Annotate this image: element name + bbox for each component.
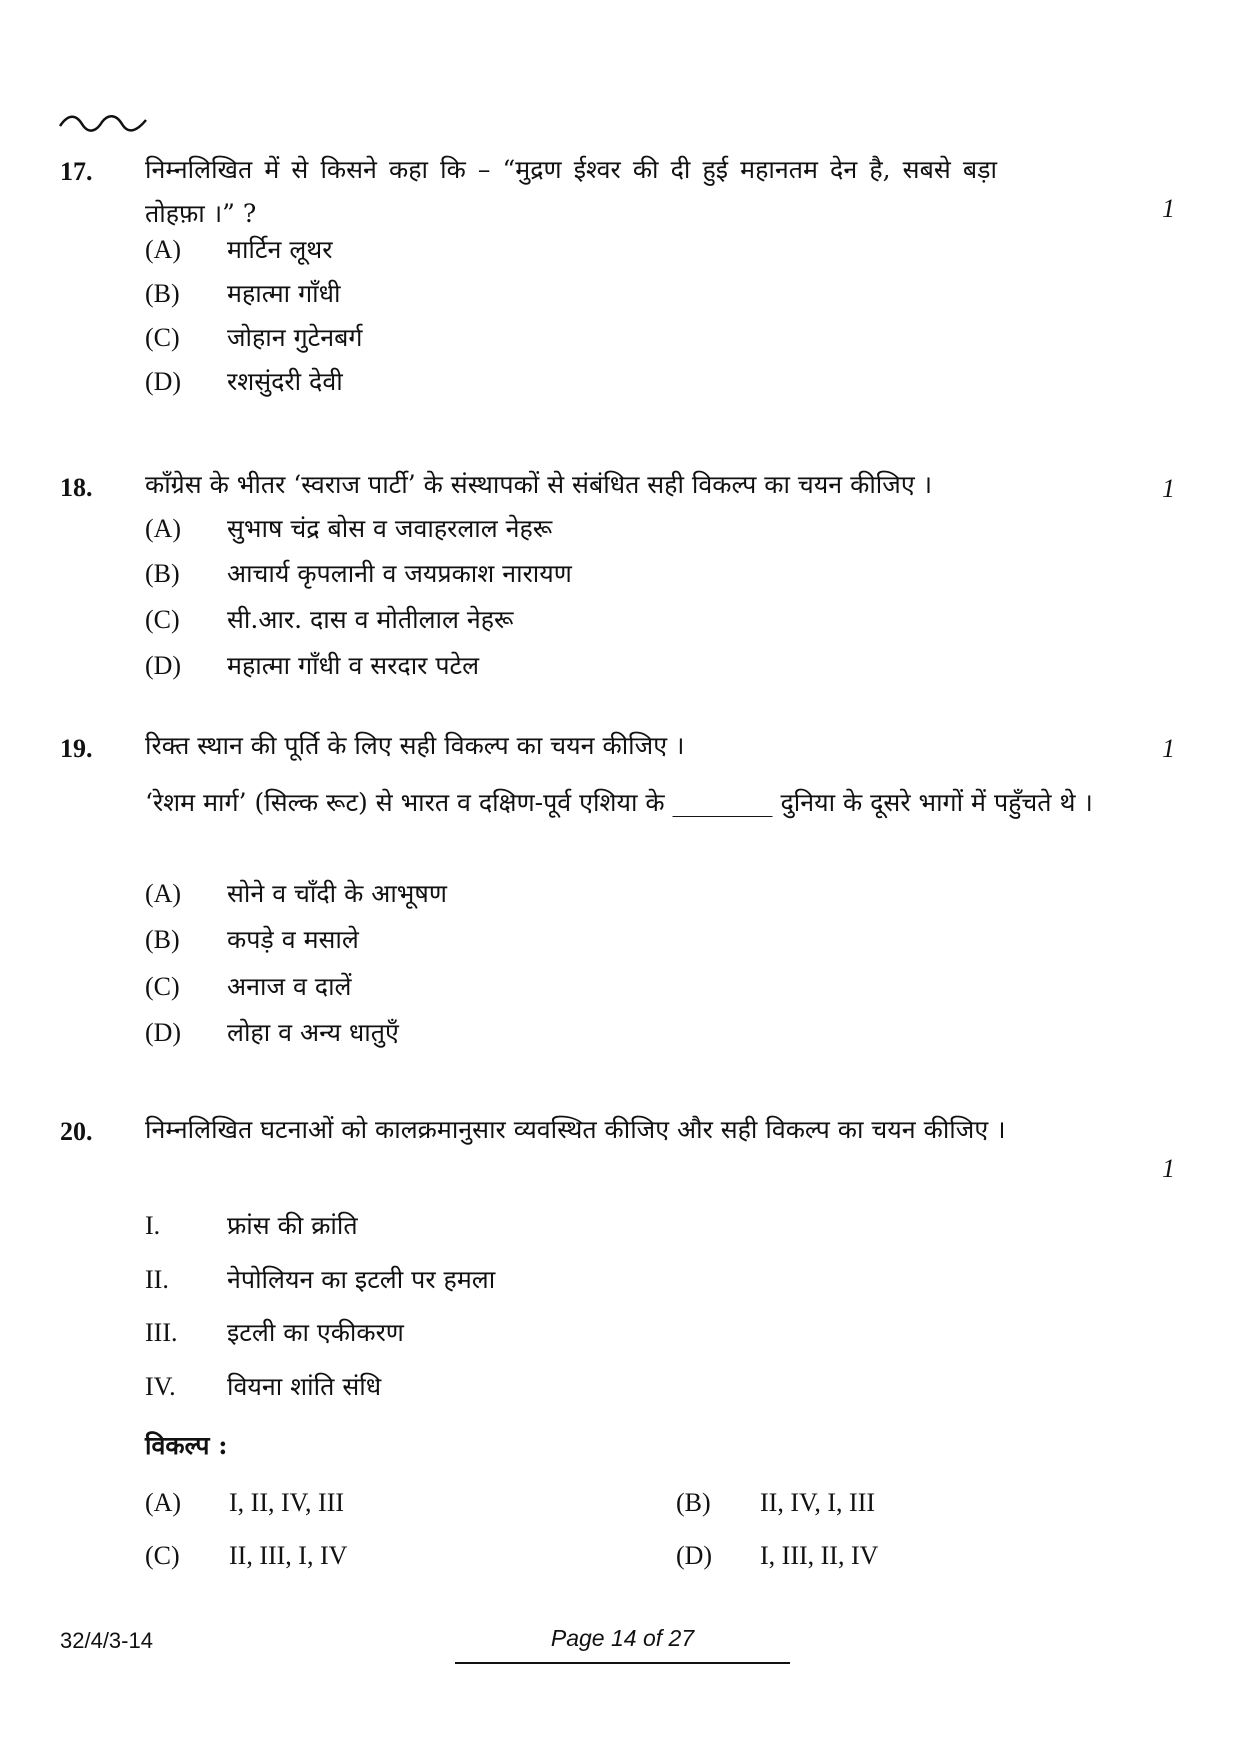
option-text: I, III, II, IV [760, 1541, 879, 1570]
option-text: महात्मा गाँधी [227, 279, 341, 308]
event-4 [145, 1365, 381, 1409]
option-a [145, 228, 332, 272]
event-text: नेपोलियन का इटली पर हमला [227, 1265, 496, 1294]
event-2 [145, 1258, 495, 1302]
option-d [145, 1011, 399, 1055]
option-label: (B) [145, 925, 180, 954]
option-text: अनाज व दालें [227, 972, 352, 1001]
wave-ornament-icon [58, 112, 148, 134]
option-text: जोहान गुटेनबर्ग [227, 323, 363, 352]
option-label: (A) [145, 235, 182, 264]
question-fill-blank-text: ‘रेशम मार्ग’ (सिल्क रूट) से भारत व दक्षिण-पूर्व एशिया के ________ दुनिया के दूसरे भागों में पहुँचते थे । [145, 788, 1093, 817]
option-text: कपड़े व मसाले [227, 925, 359, 954]
option-d [145, 360, 343, 404]
event-label: I. [145, 1211, 161, 1240]
option-d [676, 1534, 878, 1578]
option-text: सी.आर. दास व मोतीलाल नेहरू [227, 605, 514, 634]
option-text: आचार्य कृपलानी व जयप्रकाश नारायण [227, 559, 572, 588]
question-number: 19. [60, 734, 93, 763]
option-c [145, 965, 352, 1009]
option-text: II, IV, I, III [760, 1488, 876, 1517]
question-number: 20. [60, 1117, 93, 1146]
option-text: सोने व चाँदी के आभूषण [227, 879, 447, 908]
option-text: मार्टिन लूथर [227, 235, 333, 264]
question-number: 17. [60, 157, 93, 186]
option-a [145, 872, 447, 916]
event-text: वियना शांति संधि [227, 1372, 382, 1401]
event-text: फ्रांस की क्रांति [227, 1211, 358, 1240]
footer-divider [455, 1662, 790, 1664]
option-a [145, 1481, 344, 1525]
option-label: (B) [145, 279, 180, 308]
question-text: निम्नलिखित घटनाओं को कालक्रमानुसार व्यवस्थित कीजिए और सही विकल्प का चयन कीजिए । [145, 1115, 1006, 1144]
question-marks: 1 [1162, 734, 1175, 763]
page-number: Page 14 of 27 [550, 1625, 695, 1651]
option-text: रशसुंदरी देवी [227, 367, 343, 396]
option-label: (D) [145, 1018, 182, 1047]
event-1 [145, 1204, 358, 1248]
option-label: (B) [145, 559, 180, 588]
option-text: लोहा व अन्य धातुएँ [227, 1018, 399, 1047]
paper-code: 32/4/3-14 [60, 1628, 153, 1653]
option-d [145, 644, 479, 688]
event-label: IV. [145, 1372, 176, 1401]
option-label: (D) [145, 651, 182, 680]
option-label: (D) [145, 367, 182, 396]
option-label: (C) [145, 605, 180, 634]
option-c [145, 316, 363, 360]
question-marks: 1 [1162, 1154, 1175, 1183]
option-label: (A) [145, 514, 182, 543]
option-a [145, 507, 552, 551]
event-3 [145, 1311, 404, 1355]
option-label: (C) [145, 972, 180, 1001]
option-c [145, 1534, 347, 1578]
event-label: III. [145, 1318, 178, 1347]
option-b [145, 272, 341, 316]
option-text: II, III, I, IV [229, 1541, 348, 1570]
option-label: (C) [145, 1541, 180, 1570]
question-marks: 1 [1162, 194, 1175, 223]
question-marks: 1 [1162, 474, 1175, 503]
option-c [145, 598, 513, 642]
option-label: (B) [676, 1488, 711, 1517]
option-b [145, 552, 572, 596]
question-number: 18. [60, 473, 93, 502]
option-text: I, II, IV, III [229, 1488, 345, 1517]
option-label: (A) [145, 879, 182, 908]
event-label: II. [145, 1265, 169, 1294]
option-text: महात्मा गाँधी व सरदार पटेल [227, 651, 480, 680]
option-label: (C) [145, 323, 180, 352]
options-heading: विकल्प : [145, 1431, 228, 1460]
option-label: (A) [145, 1488, 182, 1517]
event-text: इटली का एकीकरण [227, 1318, 404, 1347]
option-b [676, 1481, 875, 1525]
question-text: निम्नलिखित में से किसने कहा कि – “मुद्रण ईश्वर की दी हुई महानतम देन है, सबसे बड़ा तोहफ़ा ।” ? [145, 155, 997, 228]
option-label: (D) [676, 1541, 713, 1570]
option-b [145, 918, 359, 962]
question-text: रिक्त स्थान की पूर्ति के लिए सही विकल्प का चयन कीजिए । [145, 731, 685, 760]
question-text: काँग्रेस के भीतर ‘स्वराज पार्टी’ के संस्थापकों से संबंधित सही विकल्प का चयन कीजिए । [145, 470, 933, 499]
option-text: सुभाष चंद्र बोस व जवाहरलाल नेहरू [227, 514, 553, 543]
